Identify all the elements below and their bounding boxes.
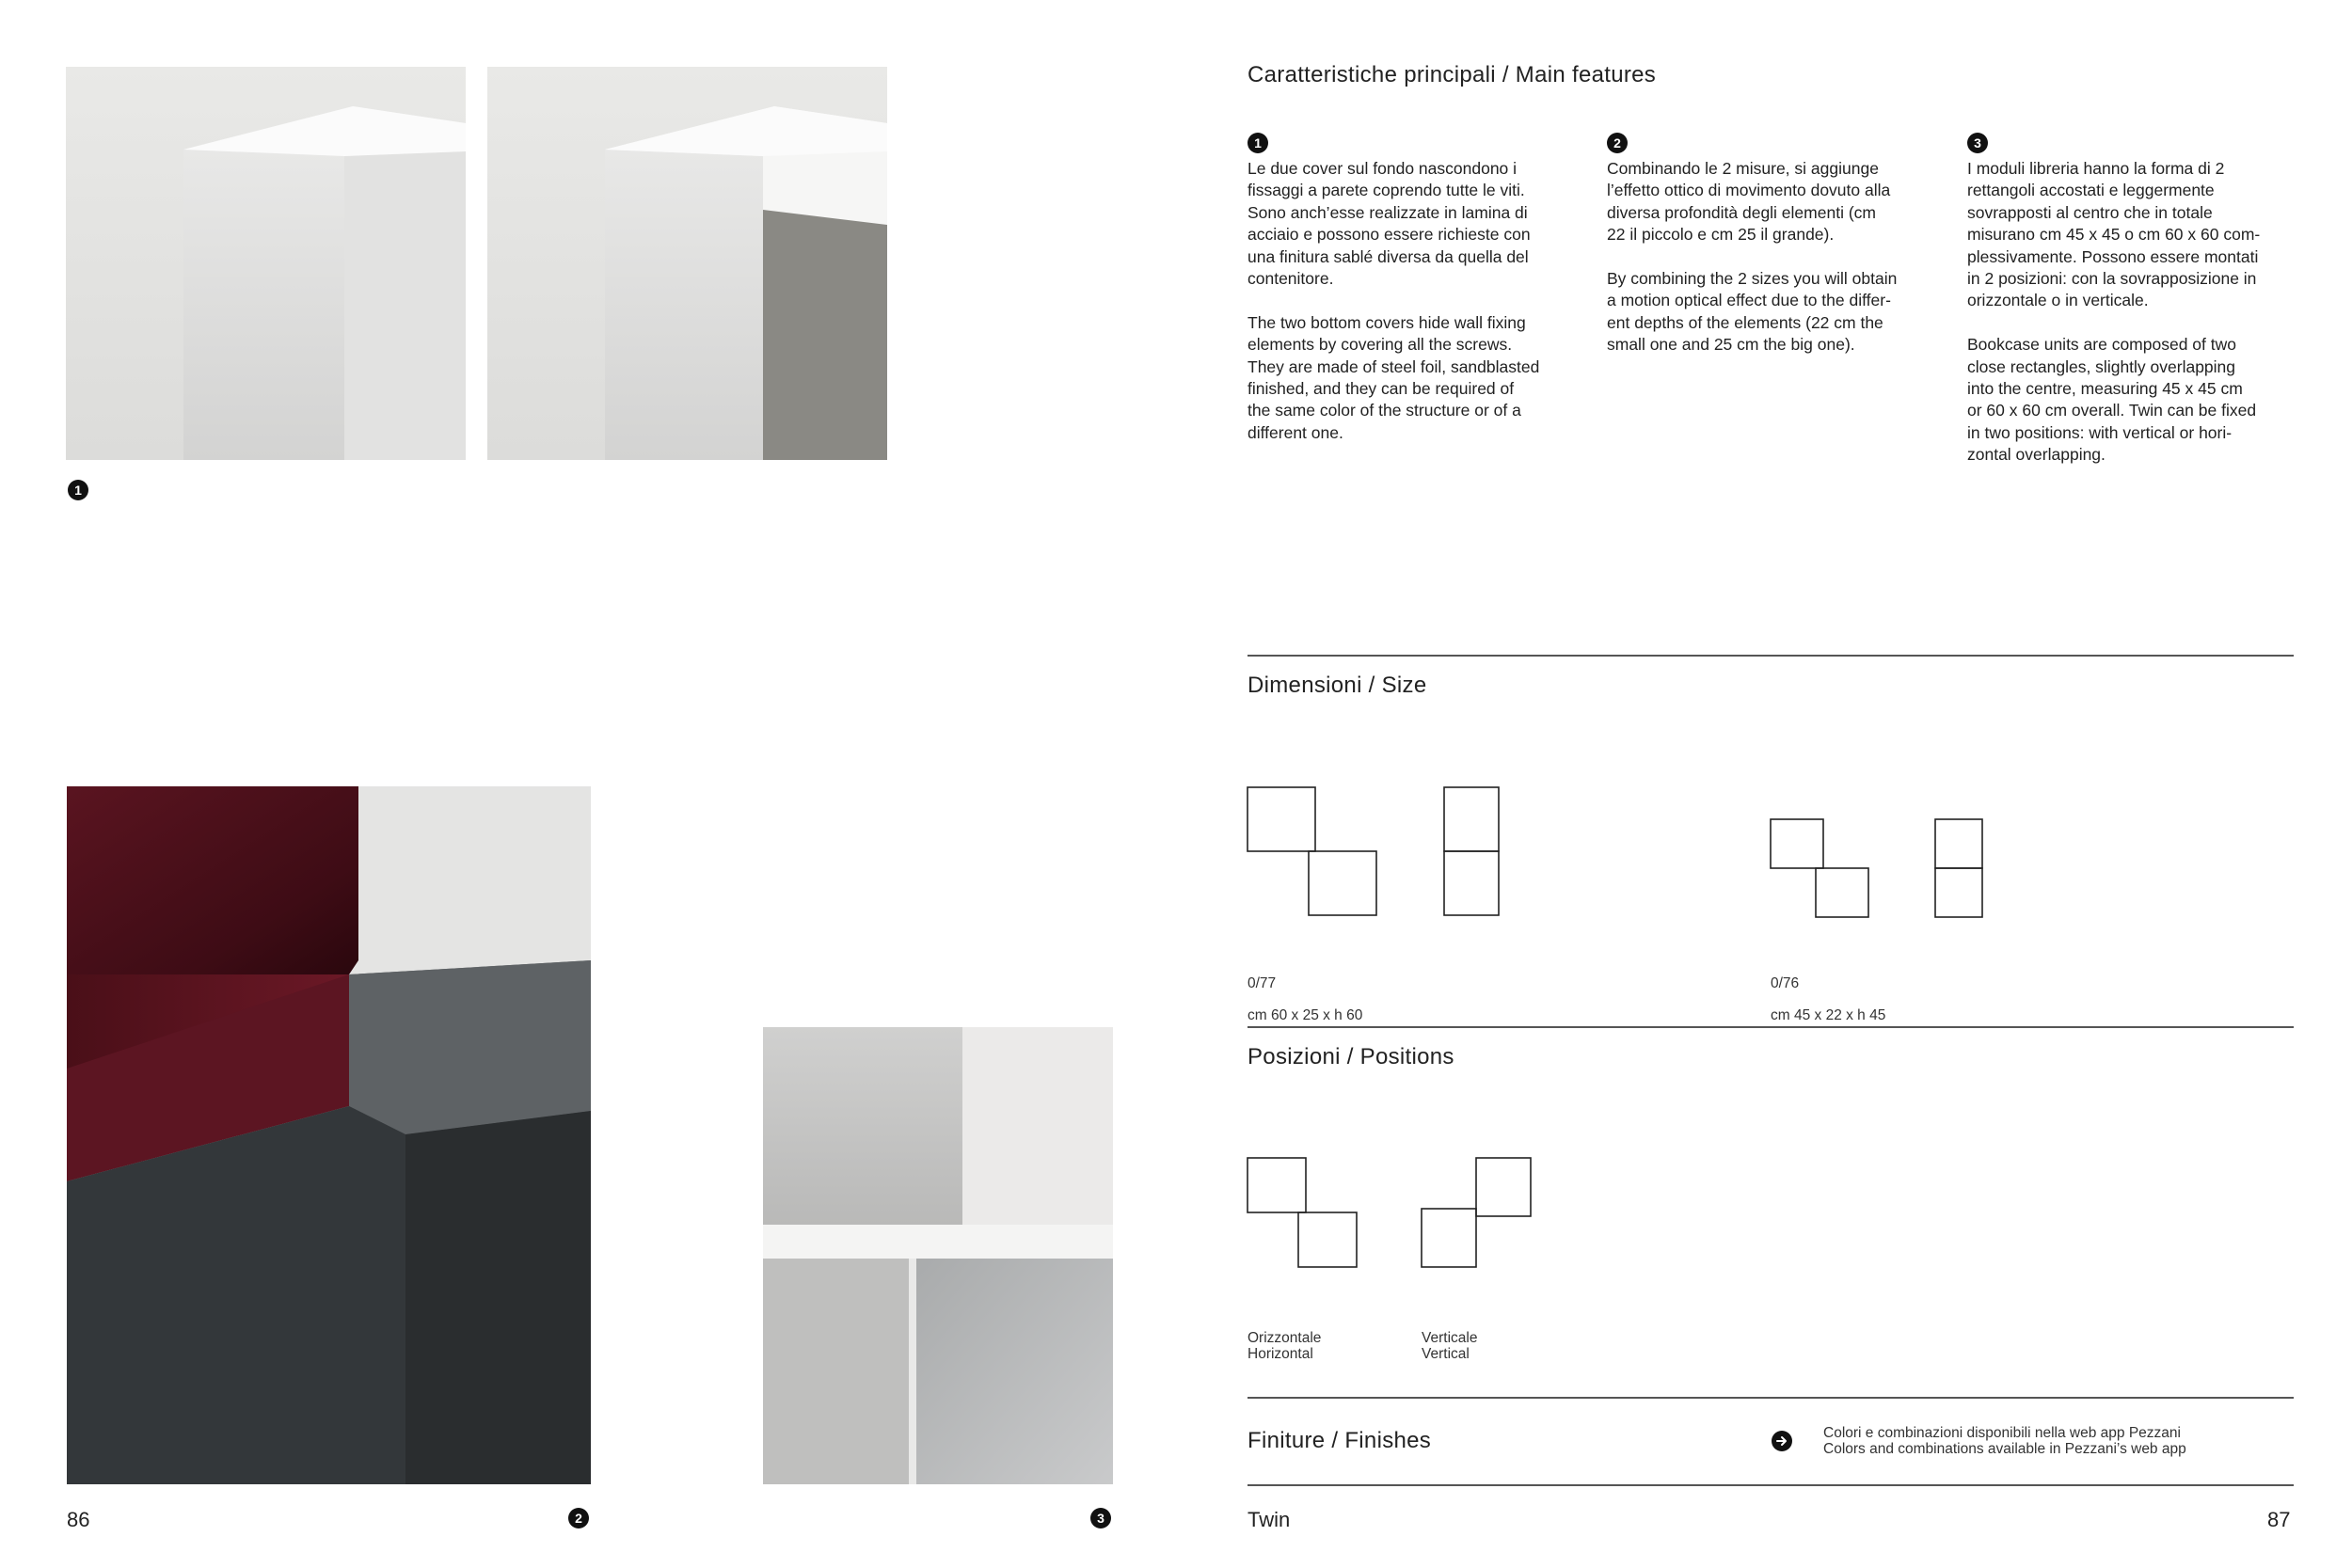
position-label-vertical: Verticale Vertical	[1422, 1330, 1478, 1362]
size-dims-077: cm 60 x 25 x h 60	[1248, 1007, 1363, 1023]
size-diagram-076-vertical	[1935, 819, 1988, 923]
position-diagram-horizontal	[1248, 1158, 1360, 1271]
photo-light-grey-detail	[763, 1027, 1113, 1484]
page-number-right: 87	[2267, 1508, 2291, 1531]
size-dims-076: cm 45 x 22 x h 45	[1771, 1007, 1886, 1023]
size-code-077: 0/77	[1248, 975, 1277, 991]
feature-text-1: Le due cover sul fondo nascondono i fissaggi a parete coprendo tutte le viti. Sono anch’esse realizzate in lamina di acciaio e possono essere richieste con una finitura sablé diversa da quella del contenitore. The two bottom covers hide wall fixing elements by covering all the screws. They are made of steel foil, sandblasted finished, and they can be required of the same color of the structure or of a different one.	[1248, 159, 1540, 442]
feature-badge-2: 2	[1607, 133, 1628, 153]
page-number-left: 86	[67, 1508, 90, 1531]
feature-text-2: Combinando le 2 misure, si aggiunge l’effetto ottico di movimento dovuto alla diversa profondità degli elementi (cm 22 il piccolo e cm 25 il grande). By combining the 2 sizes you will obtain a motion optical effect due to the differ- ent depths of the elements (22 cm the small one and 25 cm the big one).	[1607, 159, 1898, 355]
divider-finishes	[1248, 1397, 2294, 1399]
arrow-right-circle-icon[interactable]	[1772, 1431, 1792, 1451]
figure-number-badge-3: 3	[1090, 1508, 1111, 1528]
feature-text-3: I moduli libreria hanno la forma di 2 rettangoli accostati e leggermente sovrapposti al centro che in totale misurano cm 45 x 45 o cm 60 x 60 com- plessivamente. Possono essere montati in 2 posizioni: con la sovrapposizione in orizzontale o in verticale. Bookcase units are composed of two close rectangles, slightly overlapping into the centre, measuring 45 x 45 cm or 60 x 60 cm overall. Twin can be fixed in two positions: with vertical or hori- zontal overlapping.	[1967, 159, 2261, 465]
product-name: Twin	[1248, 1508, 1291, 1531]
finishes-web-app-note[interactable]: Colori e combinazioni disponibili nella web app Pezzani Colors and combinations available in Pezzani’s web app	[1823, 1425, 2186, 1457]
size-diagram-077-vertical	[1444, 787, 1502, 919]
photo-cover-white	[66, 67, 466, 460]
photo-burgundy-anthracite	[67, 786, 591, 1484]
finishes-heading: Finiture / Finishes	[1248, 1428, 1432, 1453]
photo-cover-grey	[487, 67, 887, 460]
figure-number-badge-2: 2	[568, 1508, 589, 1528]
divider-positions	[1248, 1026, 2294, 1028]
size-diagram-077-horizontal	[1248, 787, 1379, 919]
positions-heading: Posizioni / Positions	[1248, 1044, 1454, 1069]
main-features-heading: Caratteristiche principali / Main features	[1248, 62, 1657, 87]
feature-badge-3: 3	[1967, 133, 1988, 153]
size-code-076: 0/76	[1771, 975, 1800, 991]
divider-size	[1248, 655, 2294, 657]
feature-badge-1: 1	[1248, 133, 1268, 153]
position-label-horizontal: Orizzontale Horizontal	[1248, 1330, 1322, 1362]
size-heading: Dimensioni / Size	[1248, 673, 1427, 698]
figure-number-badge-1: 1	[68, 480, 88, 500]
divider-footer	[1248, 1484, 2294, 1486]
size-diagram-076-horizontal	[1771, 819, 1874, 923]
position-diagram-vertical	[1422, 1158, 1534, 1271]
